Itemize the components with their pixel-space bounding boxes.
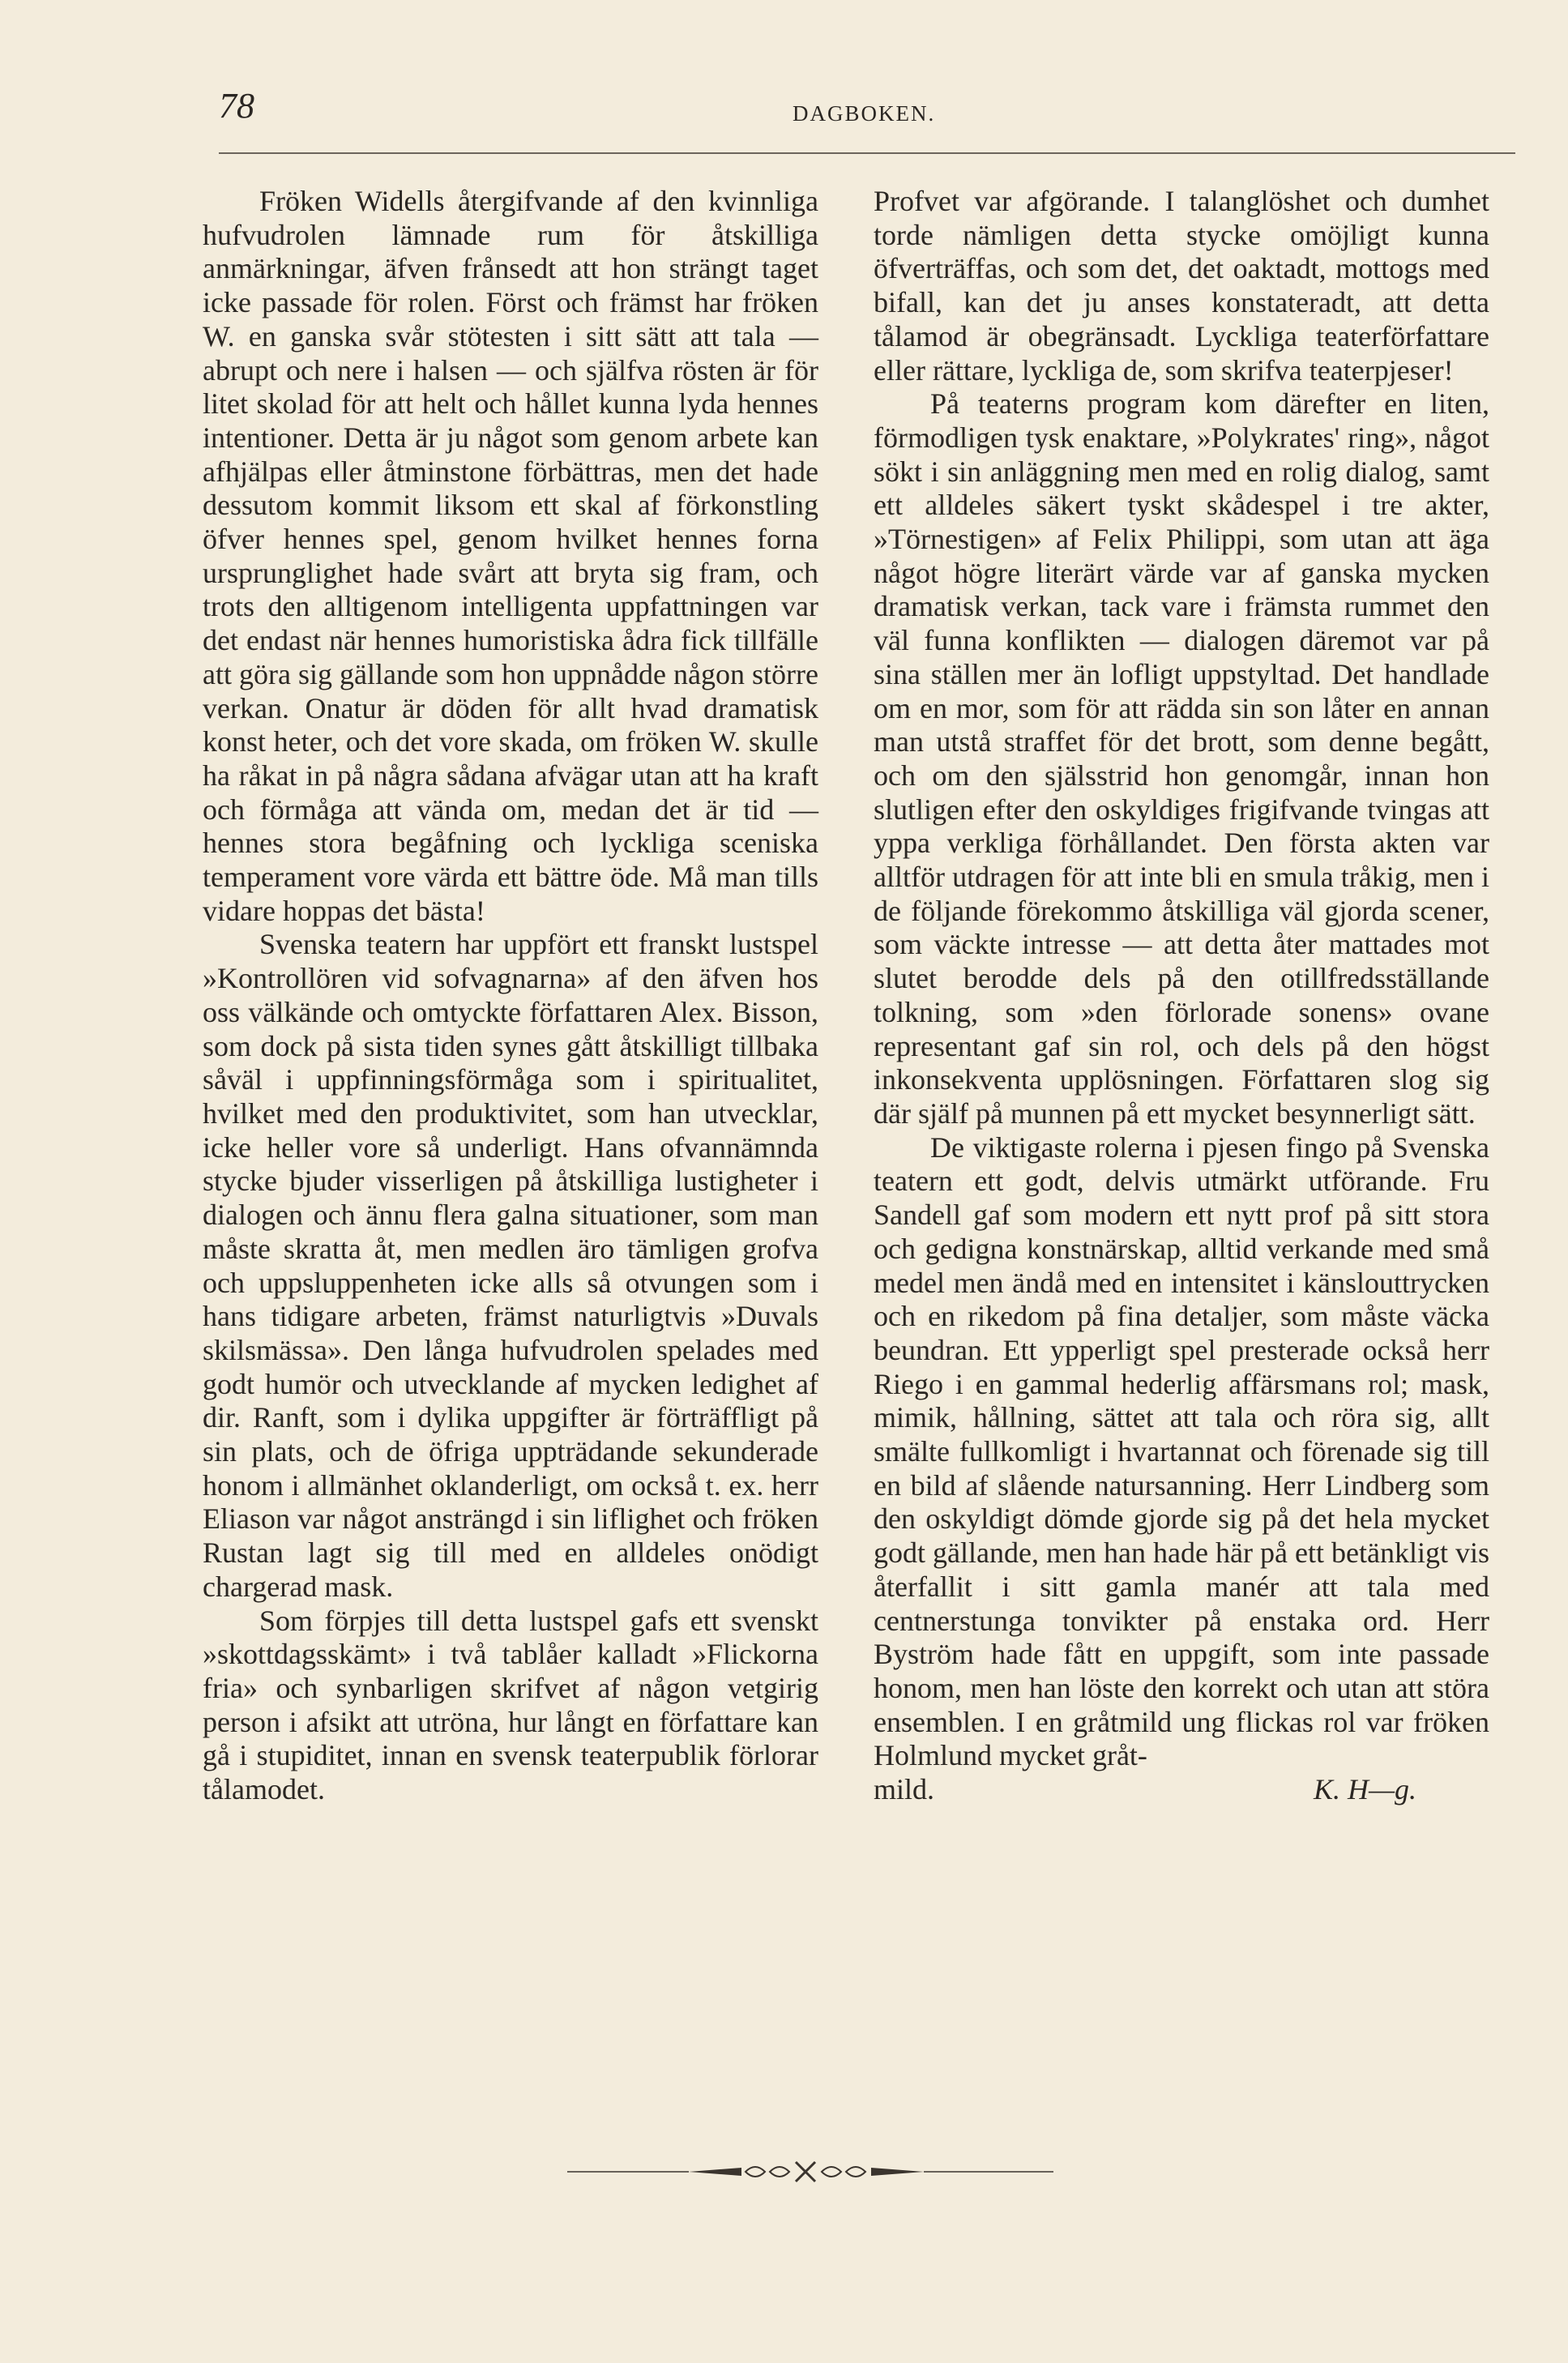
paragraph: Svenska teatern har uppfört ett franskt lustspel »Kontrollören vid sofvagnarna» af den äfven hos oss välkände och omtyckte författaren Alex. Bisson, som dock på sista tiden synes gått åtskilligt tillbaka såväl i uppfinningsförmåga som i spiritualitet, hvilket med den produktivitet, som han utvecklar, icke heller vore så underligt. Hans ofvannämnda stycke bjuder visserligen på åtskilliga lustigheter i dialogen och ännu flera galna situationer, som man måste skratta åt, men medlen äro tämligen grofva och uppsluppenheten icke alls så otvungen som i hans tidigare arbeten, främst naturligtvis »Duvals skilsmässa». Den långa hufvudrolen spelades med godt humör och utvecklande af mycken ledighet af dir. Ranft, som i dylika uppgifter är förträffligt på sin plats, och de öfriga uppträdande sekunderade honom i allmänhet oklanderligt, om också t. ex. herr Eliason var något ansträngd i sin liflighet och fröken Rustan lagt sig till med en alldeles onödigt chargerad mask. [203,928,818,1603]
author-signature: K. H—g. [1313,1773,1416,1806]
ornament-divider [567,2156,1102,2188]
left-column [203,185,818,1807]
paragraph-end: mild. [874,1773,935,1806]
header-rule [219,152,1515,154]
paragraph: De viktigaste rolerna i pjesen fingo på Svenska teatern ett godt, delvis utmärkt utförande. Fru Sandell gaf som modern ett nytt prof på sitt stora och gedigna konstnärskap, alltid verkande med små medel men ändå med en intensitet i känslouttrycken och en rikedom på fina detaljer, som måste väcka beundran. Ett ypperligt spel presterade också herr Riego i en gammal hederlig affärsmans rol; mask, mimik, hållning, sättet att tala och röra sig, allt smälte fullkomligt i hvartannat och förenade sig till en bild af slående natursanning. Herr Lindberg som den oskyldigt dömde gjorde sig på det hela mycket godt gällande, men han hade här på ett betänkligt vis återfallit i sitt gamla manér att tala med centnerstunga tonvikter på enstaka ord. Herr Byström hade fått en uppgift, som inte passade honom, men han löste den korrekt och utan att störa ensemblen. I en gråtmild ung flickas rol var fröken Holmlund mycket gråt- [874,1130,1489,1772]
paragraph: Som förpjes till detta lustspel gafs ett svenskt »skottdagsskämt» i två tablåer kalladt »Flickorna fria» och synbarligen skrifvet af någon vetgirig person i afsikt att utröna, hur långt en författare kan gå i stupiditet, innan en svensk teaterpublik förlorar tålamodet. [203,1604,818,1806]
paragraph: Profvet var afgörande. I talanglöshet och dumhet torde nämligen detta stycke omöjligt kunna öfverträffas, och som det, det oaktadt, mottogs med bifall, kan det ju anses konstateradt, att detta tålamod är obegränsadt. Lyckliga teaterförfattare eller rättare, lyckliga de, som skrifva teaterpjeser! [874,185,1489,387]
page-header [219,85,1515,158]
paragraph: Fröken Widells återgifvande af den kvinnliga hufvudrolen lämnade rum för åtskilliga anmärkningar, äfven frånsedt att hon strängt taget icke passade för rolen. Först och främst har fröken W. en ganska svår stötesten i sitt sätt att tala — abrupt och nere i halsen — och själfva rösten är för litet skolad för att helt och hållet kunna lyda hennes intentioner. Detta är ju något som genom arbete kan afhjälpas eller åtminstone förbättras, men det hade dessutom kommit liksom ett skal af förkonstling öfver hennes spel, genom hvilket hennes forna ursprunglighet hade svårt att bryta sig fram, och trots den alltigenom intelligenta uppfattningen var det endast när hennes humoristiska ådra fick tillfälle att göra sig gällande som hon uppnådde någon större verkan. Onatur är döden för allt hvad dramatisk konst heter, och det vore skada, om fröken W. skulle ha råkat in på några sådana afvägar utan att ha kraft och förmåga att vända om, medan det är tid — hennes stora begåfning och lyckliga sceniska temperament vore värda ett bättre öde. Må man tills vidare hoppas det bästa! [203,185,818,927]
running-head: DAGBOKEN. [793,101,936,126]
right-column [874,185,1489,1807]
paragraph: På teaterns program kom därefter en liten, förmodligen tysk enaktare, »Polykrates' ring», något sökt i sin anläggning men med en rolig dialog, samt ett alldeles säkert tyskt skådespel i tre akter, »Törnestigen» af Felix Philippi, som utan att äga något högre literärt värde var af ganska mycken dramatisk verkan, tack vare i främsta rummet den väl funna konflikten — dialogen däremot var på sina ställen mer än lofligt uppstyltad. Det handlade om en mor, som för att rädda sin son låter en annan man utstå straffet för det brott, som denne begått, och om den själsstrid hon genomgår, innan hon slutligen efter den oskyldiges frigifvande tvingas att yppa verkliga förhållandet. Den första akten var alltför utdragen för att inte bli en smula tråkig, men i de följande förekommo åtskilliga väl gjorda scener, som väckte intresse — att detta åter mattades mot slutet berodde dels på den otillfredsställande tolkning, som »den förlorade sonens» ovane representant gaf sin rol, och dels på den högst inkonsekventa upplösningen. Författaren slog sig där själf på munnen på ett mycket besynnerligt sätt. [874,387,1489,1130]
signoff-row [874,1773,1489,1807]
page-number: 78 [219,86,254,126]
